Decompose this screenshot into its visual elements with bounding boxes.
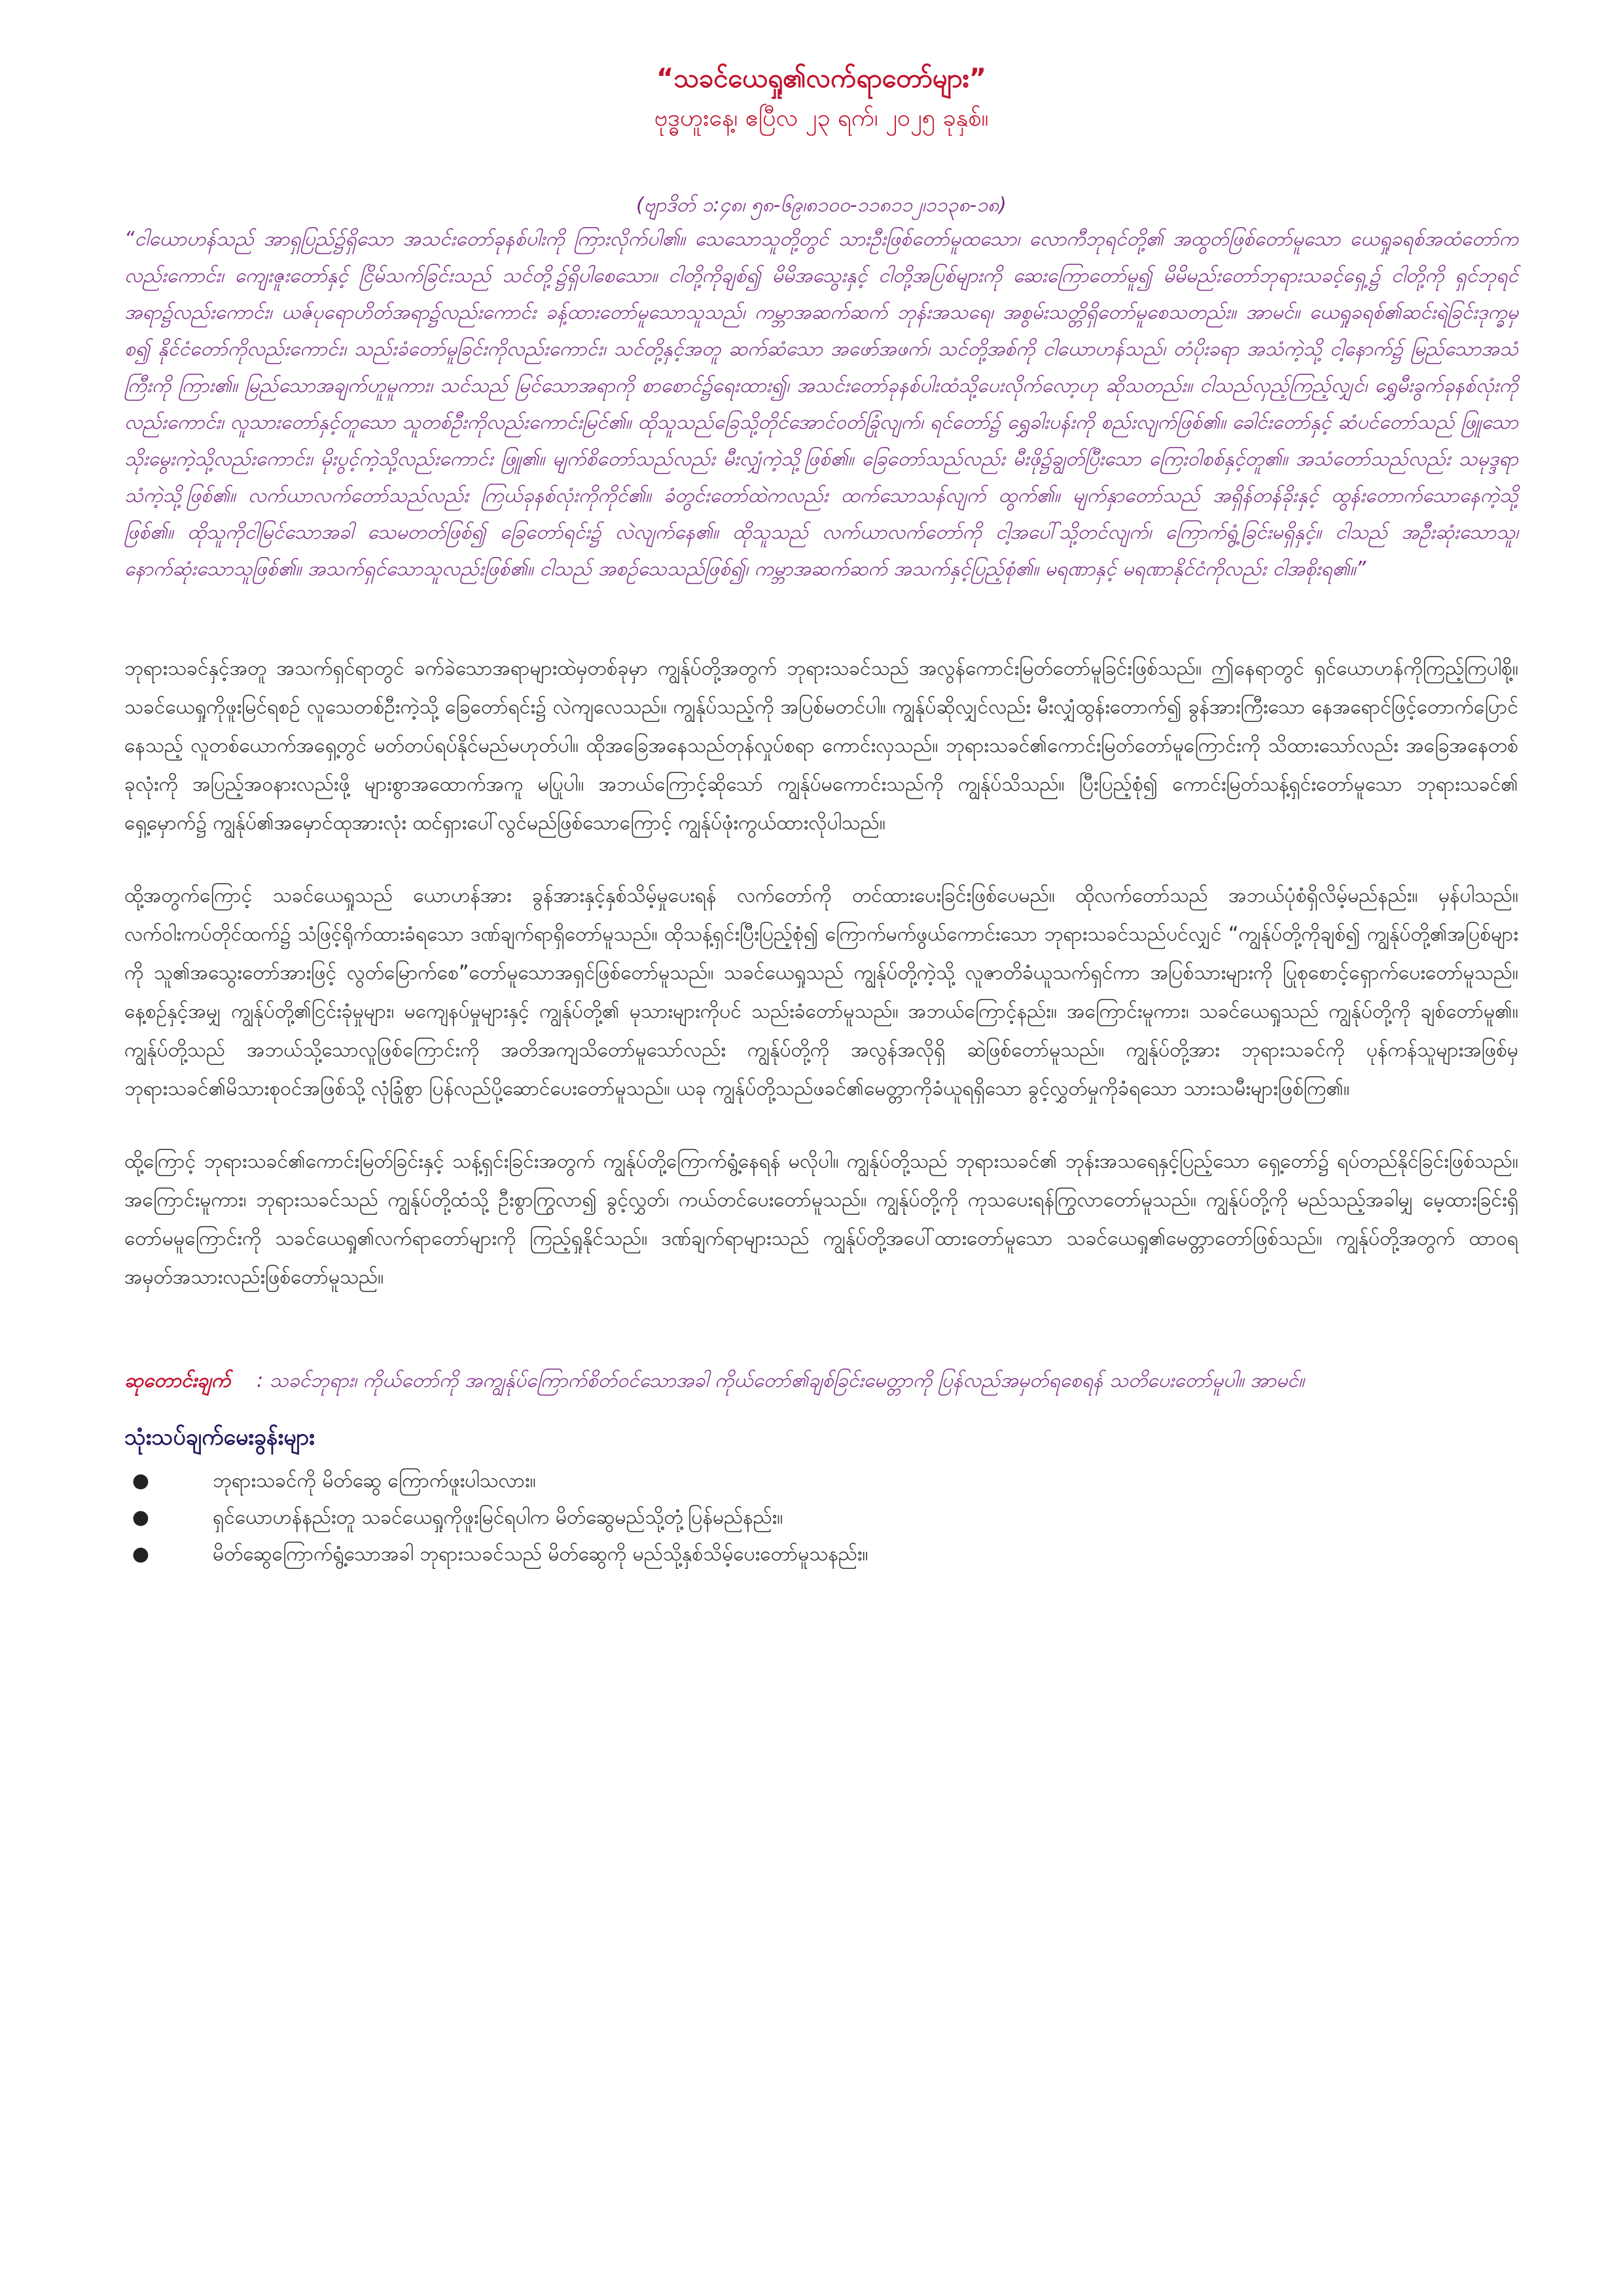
question-text: ရှင်ယောဟန်နည်းတူ သခင်ယေရှုကိုဖူးမြင်ရပါက မိတ်ဆွေမည်သို့တုံ့ပြန်မည်နည်း။ [213, 1506, 783, 1529]
body-paragraph-2: ထို့အတွက်ကြောင့် သခင်ယေရှုသည် ယောဟန်အား ခွန်အားနှင့်နှစ်သိမ့်မှုပေးရန် လက်တော်ကို တင်ထားပေးခြင်းဖြစ်ပေမည်။ ထိုလက်တော်သည် အဘယ်ပုံစံရှိလိမ့်မည်နည်း။ မှန်ပါသည်။ လက်ဝါးကပ်တိုင်ထက်၌ သံဖြင့်ရိုက်ထားခံရသော ဒဏ်ချက်ရာရှိတော်မူသည်။ ထိုသန့်ရှင်းပြီးပြည့်စုံ၍ ကြောက်မက်ဖွယ်ကောင်းသော ဘုရားသခင်သည်ပင်လျှင် “ကျွန်ုပ်တို့ကိုချစ်၍ ကျွန်ုပ်တို့၏အပြစ်များကို သူ၏အသွေးတော်အားဖြင့် လွတ်မြောက်စေ”တော်မူသောအရှင်ဖြစ်တော်မူသည်။ သခင်ယေရှုသည် ကျွန်ုပ်တို့ကဲ့သို့ လူဇာတိခံယူသက်ရှင်ကာ အပြစ်သားများကို ပြုစုစောင့်ရှောက်ပေးတော်မူသည်။ နေ့စဉ်နှင့်အမျှ ကျွန်ုပ်တို့၏ငြင်းခုံမှုများ၊ မကျေနပ်မှုများနှင့် ကျွန်ုပ်တို့၏ မုသားများကိုပင် သည်းခံတော်မူသည်။ အဘယ်ကြောင့်နည်း။ အကြောင်းမူကား၊ သခင်ယေရှုသည် ကျွန်ုပ်တို့ကို ချစ်တော်မူ၏။ ကျွန်ုပ်တို့သည် အဘယ်သို့သောလူဖြစ်ကြောင်းကို အတိအကျသိတော်မူသော်လည်း ကျွန်ုပ်တို့ကို အလွန်အလိုရှိ ဆဲဖြစ်တော်မူသည်။ ကျွန်ုပ်တို့အား ဘုရားသခင်ကို ပုန်ကန်သူများအဖြစ်မှ ဘုရားသခင်၏မိသားစုဝင်အဖြစ်သို့ လုံခြုံစွာ ပြန်လည်ပို့ဆောင်ပေးတော်မူသည်။ ယခု ကျွန်ုပ်တို့သည်ဖခင်၏မေတ္တာကိုခံယူရရှိသော ခွင့်လွှတ်မှုကိုခံရသော သားသမီးများဖြစ်ကြ၏။ [124, 884, 1518, 1100]
body-paragraph-3: ထို့ကြောင့် ဘုရားသခင်၏ကောင်းမြတ်ခြင်းနှင့် သန့်ရှင်းခြင်းအတွက် ကျွန်ုပ်တို့ကြောက်ရွံ့နေရန် မလိုပါ။ ကျွန်ုပ်တို့သည် ဘုရားသခင်၏ ဘုန်းအသရေနှင့်ပြည့်သော ရှေ့တော်၌ ရပ်တည်နိုင်ခြင်းဖြစ်သည်။ အကြောင်းမူကား၊ ဘုရားသခင်သည် ကျွန်ုပ်တို့ထံသို့ ဦးစွာကြွလာ၍ ခွင့်လွှတ်၊ ကယ်တင်ပေးတော်မူသည်။ ကျွန်ုပ်တို့ကို ကုသပေးရန်ကြွလာတော်မူသည်။ ကျွန်ုပ်တို့ကို မည်သည့်အခါမျှ မေ့ထားခြင်းရှိတော်မမူကြောင်းကို သခင်ယေရှု၏လက်ရာတော်များကို ကြည့်ရှုနိုင်သည်။ ဒဏ်ချက်ရာများသည် ကျွန်ုပ်တို့အပေါ်ထားတော်မူသော သခင်ယေရှု၏မေတ္တာတော်ဖြစ်သည်။ ကျွန်ုပ်တို့အတွက် ထာဝရအမှတ်အသားလည်းဖြစ်တော်မူသည်။ [124, 1150, 1518, 1289]
questions-heading: သုံးသပ်ချက်မေးခွန်းများ [124, 1424, 315, 1450]
bullet-icon: ● [132, 1506, 150, 1529]
prayer-label: ဆုတောင်းချက် [124, 1369, 231, 1392]
questions-list [124, 1463, 1518, 1573]
bullet-icon: ● [132, 1543, 150, 1566]
devotional-page [124, 60, 1518, 1573]
body-paragraph-1: ဘုရားသခင်နှင့်အတူ အသက်ရှင်ရာတွင် ခက်ခဲသောအရာများထဲမှတစ်ခုမှာ ကျွန်ုပ်တို့အတွက် ဘုရားသခင်သည် အလွန်ကောင်းမြတ်တော်မူခြင်းဖြစ်သည်။ ဤနေရာတွင် ရှင်ယောဟန်ကိုကြည့်ကြပါစို့။ သခင်ယေရှုကိုဖူးမြင်ရစဉ် လူသေတစ်ဦးကဲ့သို့ ခြေတော်ရင်း၌ လဲကျလေသည်။ ကျွန်ုပ်သည့်ကို အပြစ်မတင်ပါ။ ကျွန်ုပ်ဆိုလျှင်လည်း မီးလျှံထွန်းတောက်၍ ခွန်အားကြီးသော နေအရောင်ဖြင့်တောက်ပြောင်နေသည့် လူတစ်ယောက်အရှေ့တွင် မတ်တပ်ရပ်နိုင်မည်မဟုတ်ပါ။ ထိုအခြေအနေသည်တုန်လှုပ်စရာ ကောင်းလှသည်။ ဘုရားသခင်၏ကောင်းမြတ်တော်မူကြောင်းကို သိထားသော်လည်း အခြေအနေတစ်ခုလုံးကို အပြည့်အဝနားလည်းဖို့ များစွာအထောက်အကူ မပြုပါ။ အဘယ်ကြောင့်ဆိုသော် ကျွန်ုပ်မကောင်းသည်ကို ကျွန်ုပ်သိသည်။ ပြီးပြည့်စုံ၍ ကောင်းမြတ်သန့်ရှင်းတော်မူသော ဘုရားသခင်၏ ရှေ့မှောက်၌ ကျွန်ုပ်၏အမှောင်ထုအားလုံး ထင်ရှားပေါ်လွင်မည်ဖြစ်သောကြောင့် ကျွန်ုပ်ဖုံးကွယ်ထားလိုပါသည်။ [124, 657, 1518, 834]
scripture-reference: (ဗျာဒိတ် ၁:၄၈၊ ၅၈-၆၉၊၈၁၀၀-၁၁၈၁၁၂၊၁၁၃၈-၁၈) [636, 194, 1007, 217]
scripture-quote: “ငါယောဟန်သည် အာရှပြည်၌ရှိသော အသင်းတော်ခုနစ်ပါးကို ကြားလိုက်ပါ၏။ သေသောသူတို့တွင် သားဦးဖြစ်တော်မူထသော၊ လောကီဘုရင်တို့၏ အထွတ်ဖြစ်တော်မူသော ယေရှုခရစ်အထံတော်ကလည်းကောင်း၊ ကျေးဇူးတော်နှင့် ငြိမ်သက်ခြင်းသည် သင်တို့၌ရှိပါစေသော။ ငါတို့ကိုချစ်၍ မိမိအသွေးနှင့် ငါတို့အပြစ်များကို ဆေးကြောတော်မူ၍ မိမိမည်းတော်ဘုရားသခင့်ရှေ့၌ ငါတို့ကို ရှင်ဘုရင်အရာ၌လည်းကောင်း၊ ယဇ်ပုရောဟိတ်အရာ၌လည်းကောင်း ခန့်ထားတော်မူသောသူသည်၊ ကမ္ဘာအဆက်ဆက် ဘုန်းအသရေ၊ အစွမ်းသတ္တိရှိတော်မူစေသတည်း။ အာမင်။ ယေရှုခရစ်၏ဆင်းရဲခြင်းဒုက္ခမှစ၍ နိုင်ငံတော်ကိုလည်းကောင်း၊ သည်းခံတော်မူခြင်းကိုလည်းကောင်း၊ သင်တို့နှင့်အတူ ဆက်ဆံသော အဖော်အဖက်၊ သင်တို့အစ်ကို ငါယောဟန်သည်၊ တံပိုးခရာ အသံကဲ့သို့ ငါ့နောက်၌ မြည်သောအသံကြီးကို ကြား၏။ မြည်သောအချက်ဟူမူကား၊ သင်သည် မြင်သောအရာကို စာစောင်၌ရေးထား၍၊ အသင်းတော်ခုနစ်ပါးထံသို့ပေးလိုက်လော့ဟု ဆိုသတည်း။ ငါသည်လှည့်ကြည့်လျှင်၊ ရွှေမီးခွက်ခုနစ်လုံးကိုလည်းကောင်း၊ လူသားတော်နှင့်တူသော သူတစ်ဦးကိုလည်းကောင်းမြင်၏။ ထိုသူသည်ခြေသို့တိုင်အောင်ဝတ်ခြုံလျက်၊ ရင်တော်၌ ရွှေခါးပန်းကို စည်းလျက်ဖြစ်၏။ ခေါင်းတော်နှင့် ဆံပင်တော်သည် ဖြူသော သိုးမွေးကဲ့သို့လည်းကောင်း၊ မိုးပွင့်ကဲ့သို့လည်းကောင်း ဖြူ၏။ မျက်စိတော်သည်လည်း မီးလျှံကဲ့သို့ဖြစ်၏။ ခြေတော်သည်လည်း မီးဖို၌ချွတ်ပြီးသော ကြေးဝါစစ်နှင့်တူ၏။ အသံတော်သည်လည်း သမုဒ္ဒရာသံကဲ့သို့ဖြစ်၏။ လက်ယာလက်တော်သည်လည်း ကြယ်ခုနစ်လုံးကိုကိုင်၏။ ခံတွင်းတော်ထဲကလည်း ထက်သောသန်လျက် ထွက်၏။ မျက်နှာတော်သည် အရှိန်တန်ခိုးနှင့် ထွန်းတောက်သောနေကဲ့သို့ဖြစ်၏။ ထိုသူကိုငါမြင်သောအခါ သေမတတ်ဖြစ်၍ ခြေတော်ရင်း၌ လဲလျက်နေ၏။ ထိုသူသည် လက်ယာလက်တော်ကို ငါ့အပေါ်သို့တင်လျက်၊ ကြောက်ရွံ့ခြင်းမရှိနှင့်။ ငါသည် အဦးဆုံးသောသူ၊ နောက်ဆုံးသောသူဖြစ်၏။ အသက်ရှင်သောသူလည်းဖြစ်၏။ ငါသည် အစဉ်သေသည်ဖြစ်၍၊ ကမ္ဘာအဆက်ဆက် အသက်နှင့်ပြည့်စုံ၏။ မရဏာနှင့် မရဏာနိုင်ငံကိုလည်း ငါအစိုးရ၏။” [124, 228, 1518, 581]
page-title: “သခင်ယေရှု၏လက်ရာတော်များ” [656, 63, 987, 94]
question-item [124, 1463, 1518, 1499]
question-item [124, 1536, 1518, 1573]
question-text: ဘုရားသခင်ကို မိတ်ဆွေ ကြောက်ဖူးပါသလား။ [213, 1469, 536, 1492]
prayer-block [124, 1362, 1518, 1400]
prayer-text: : သခင်ဘုရား၊ ကိုယ်တော်ကို အကျွန်ုပ်ကြောက်စိတ်ဝင်သောအခါ ကိုယ်တော်၏ချစ်ခြင်းမေတ္တာကို ပြန်လည်အမှတ်ရစေရန် သတိပေးတော်မူပါ။ အာမင်။ [257, 1369, 1304, 1392]
question-text: မိတ်ဆွေကြောက်ရွံ့သောအခါ ဘုရားသခင်သည် မိတ်ဆွေကို မည်သို့နှစ်သိမ့်ပေးတော်မူသနည်း။ [213, 1543, 868, 1566]
page-date: ဗုဒ္ဓဟူးနေ့၊ ဧပြီလ ၂၃ ရက်၊ ၂၀၂၅ ခုနှစ်။ [654, 105, 989, 132]
question-item [124, 1499, 1518, 1536]
bullet-icon: ● [132, 1469, 150, 1492]
